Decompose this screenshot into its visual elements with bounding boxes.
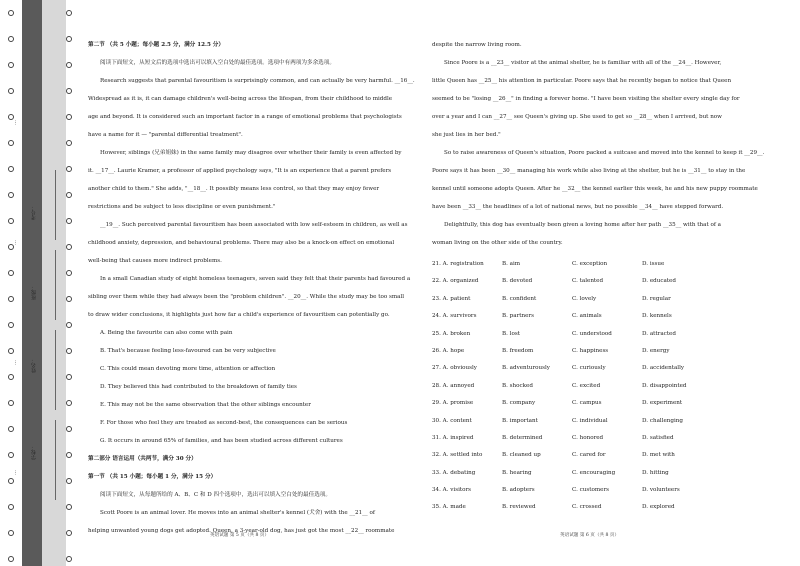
option-b: B. freedom [502, 347, 534, 354]
option-row [432, 430, 784, 447]
option-row [432, 326, 784, 343]
right-text-line: Delightfully, this dog has eventually been given a loving home after her path __35__ with that of a [444, 222, 722, 228]
option-a: 31. A. inspired [432, 434, 474, 441]
left-text-line: childhood anxiety, depression, and behavioural problems. There may also be a knock-on effect on emotional [88, 240, 395, 246]
left-text-line: helping unwanted young dogs get adopted. Queen, a 3-year-old dog, has just got the most __22__ roommate [88, 528, 395, 534]
left-text-line: B. That's because feeling less-favoured can be very subjective [100, 348, 276, 354]
class-label: 班级： [31, 285, 37, 300]
binding-dark-strip [22, 0, 42, 566]
page-footer-right: 英语试题 第 6 页（共 8 页） [560, 533, 620, 538]
option-row [432, 378, 784, 395]
cut-dot [8, 88, 14, 94]
right-text-line: despite the narrow living room. [432, 42, 522, 48]
option-d: D. issue [642, 261, 665, 267]
right-text-line: kennel until someone adopts Queen. After he __32__ the kennel earlier this week, he and his new puppy roommate [432, 186, 758, 192]
right-text-line: woman living on the other side of the country. [432, 240, 563, 246]
option-c: C. curiously [572, 365, 606, 372]
option-a: 29. A. promise [432, 400, 474, 407]
right-text-line: she just lies in her bed." [432, 132, 501, 138]
cut-dot [66, 374, 72, 380]
option-d: D. explored [642, 504, 675, 511]
exam-number-label: 考号： [31, 205, 37, 220]
cut-dot [66, 452, 72, 458]
option-d: D. disappointed [642, 382, 687, 389]
option-row [432, 413, 784, 430]
binding-margin [0, 0, 72, 566]
option-c: C. lovely [572, 295, 597, 302]
option-d: D. energy [642, 347, 670, 354]
option-d: D. educated [642, 278, 676, 285]
left-text-line: A. Being the favourite can also come with pain [100, 330, 233, 336]
option-b: B. aim [502, 261, 521, 267]
option-d: D. volunteers [642, 487, 680, 494]
option-row [432, 343, 784, 360]
cut-dot [8, 452, 14, 458]
margin-mark-3: … [12, 360, 18, 365]
cut-dot [8, 218, 14, 224]
option-d: D. challenging [642, 417, 683, 424]
cut-dot [8, 530, 14, 536]
option-c: C. exception [572, 261, 608, 267]
option-a: 33. A. debating [432, 469, 476, 476]
option-row [432, 360, 784, 377]
cut-dot [66, 36, 72, 42]
left-column [88, 36, 433, 540]
cut-dot [8, 166, 14, 172]
option-a: 24. A. survivors [432, 313, 477, 320]
option-b: B. adventurously [502, 365, 550, 372]
cut-dot [8, 270, 14, 276]
option-c: C. crossed [572, 504, 602, 511]
option-d: D. experiment [642, 400, 683, 407]
cut-dot [8, 62, 14, 68]
option-b: B. reviewed [502, 504, 536, 511]
binding-light-strip [42, 0, 66, 566]
cut-dot [8, 10, 14, 16]
option-row [432, 308, 784, 325]
cut-dot [8, 322, 14, 328]
left-text-line: well-being that causes more indirect problems. [88, 258, 222, 264]
school-line [55, 420, 56, 500]
cut-dot [66, 322, 72, 328]
cut-dot [8, 556, 14, 562]
option-b: B. determined [502, 434, 543, 441]
option-c: C. encouraging [572, 469, 616, 476]
left-text-line: In a small Canadian study of eight homeless teenagers, seven said they felt that their parents had favoured a [100, 276, 411, 282]
school-label: 学校： [31, 445, 37, 460]
option-row [432, 499, 784, 516]
option-c: C. cared for [572, 452, 606, 459]
option-a: 28. A. annoyed [432, 382, 475, 389]
left-text-line: 第一节 （共 15 小题；每小题 1 分，满分 15 分） [88, 474, 217, 480]
option-row [432, 482, 784, 499]
left-text-line: Research suggests that parental favouritism is surprisingly common, and can actually be very harmful. __16__. [100, 78, 415, 84]
option-d: D. satisfied [642, 434, 674, 441]
left-text-line: Scott Poore is an animal lover. He moves into an animal shelter's kennel (犬舍) with the __21__ of [100, 510, 375, 516]
option-row [432, 447, 784, 464]
left-text-line: it. __17__. Laurie Kramer, a professor of applied psychology says, "It is an experience that a parent prefers [88, 168, 392, 174]
cut-dot [8, 400, 14, 406]
option-c: C. honored [572, 434, 604, 441]
left-text-line: 阅读下面短文，从短文后的选项中选出可以填入空白处的最佳选项。选项中有两项为多余选项。 [100, 60, 335, 66]
left-text-line: sibling over them while they had always been the "problem children". __20__. While the study may be too small [88, 294, 405, 300]
right-text-line: little Queen has __25__ his attention in particular. Poore says that he recently began to notice that Queen [432, 78, 732, 84]
option-d: D. hitting [642, 469, 669, 476]
margin-mark-1: … [12, 120, 18, 125]
left-text-line: F. For those who feel they are treated as second-best, the consequences can be serious [100, 420, 348, 426]
option-a: 32. A. settled into [432, 452, 483, 459]
option-a: 26. A. hope [432, 347, 465, 354]
option-d: D. regular [642, 295, 671, 302]
left-text-line: __19__. Such perceived parental favouritism has been associated with low self-esteem in children, as well as [100, 222, 408, 228]
option-b: B. hearing [502, 469, 532, 476]
cut-dot [8, 374, 14, 380]
cut-dot [66, 140, 72, 146]
option-c: C. campus [572, 400, 602, 407]
left-text-line: D. They believed this had contributed to the breakdown of family ties [100, 384, 297, 390]
cut-dot [66, 166, 72, 172]
cut-dot [66, 62, 72, 68]
cut-dot [8, 348, 14, 354]
dotted-cut-line-right [66, 0, 72, 566]
right-text-line: Poore says it has been __30__ managing his work while also living at the shelter, but he is __31__ to stay in the [432, 168, 746, 174]
left-text-line: 阅读下面短文，从每题所给的 A、B、C 和 D 四个选项中，选出可以填入空白处的最佳选项。 [100, 492, 331, 498]
cut-dot [8, 36, 14, 42]
left-text-line: E. This may not be the same observation that the other siblings encounter [100, 402, 311, 408]
option-c: C. understood [572, 330, 612, 337]
cut-dot [66, 400, 72, 406]
right-text-line: seemed to be "losing __26__" in finding a forever home. "I have been visiting the shelter every single day for [432, 96, 740, 102]
option-a: 23. A. patient [432, 295, 471, 302]
option-row [432, 256, 784, 273]
name-label: 姓名： [31, 358, 37, 373]
option-c: C. animals [572, 313, 602, 320]
cut-dot [8, 192, 14, 198]
left-text-line: C. This could mean devoting more time, attention or affection [100, 366, 276, 372]
option-c: C. talented [572, 278, 604, 285]
option-b: B. cleaned up [502, 452, 541, 459]
left-text-line: However, siblings (兄弟姐妹) in the same family may disagree over whether their family is even affected by [100, 150, 402, 156]
left-text-line: Widespread as it is, it can damage children's well-being across the lifespan, from their childhood to middle [88, 96, 393, 102]
right-text-line: Since Poore is a __23__ visitor at the animal shelter, he is familiar with all of the __24__. However, [444, 60, 722, 66]
page-footer-left: 英语试题 第 5 页（共 8 页） [210, 533, 270, 538]
name-line [55, 330, 56, 410]
cut-dot [66, 192, 72, 198]
cut-dot [66, 426, 72, 432]
right-text-line: So to raise awareness of Queen's situation, Poore packed a suitcase and moved into the kennel to keep it __29__. [444, 150, 765, 156]
option-b: B. devoted [502, 278, 533, 285]
option-b: B. company [502, 400, 536, 407]
option-c: C. happiness [572, 347, 609, 354]
option-b: B. important [502, 417, 538, 424]
cut-dot [66, 556, 72, 562]
cut-dot [66, 504, 72, 510]
cut-dot [8, 296, 14, 302]
class-line [55, 250, 56, 320]
option-b: B. adopters [502, 487, 535, 494]
left-text-line: 第二节 （共 5 小题；每小题 2.5 分，满分 12.5 分） [88, 42, 224, 48]
cut-dot [66, 10, 72, 16]
margin-mark-4: … [12, 470, 18, 475]
cut-dot [66, 270, 72, 276]
option-a: 35. A. made [432, 504, 466, 511]
options-table [432, 256, 784, 517]
left-text-line: to draw wider conclusions, it highlights just how far a child's experience of favouritism can potentially go. [88, 312, 390, 318]
option-c: C. customers [572, 487, 610, 494]
margin-mark-2: … [12, 240, 18, 245]
cut-dot [8, 426, 14, 432]
option-d: D. attracted [642, 330, 676, 337]
option-a: 22. A. organized [432, 278, 479, 285]
option-b: B. shocked [502, 382, 533, 389]
option-b: B. partners [502, 313, 534, 320]
option-a: 25. A. broken [432, 330, 471, 337]
option-c: C. excited [572, 382, 601, 389]
left-text-line: restrictions and be subject to less discipline or even punishment." [88, 204, 276, 210]
option-d: D. accidentally [642, 365, 685, 372]
option-c: C. individual [572, 417, 608, 424]
cut-dot [8, 478, 14, 484]
cut-dot [66, 114, 72, 120]
exam-number-line [55, 170, 56, 240]
option-b: B. lost [502, 330, 520, 337]
cut-dot [66, 296, 72, 302]
left-text-line: G. It occurs in around 65% of families, and has been studied across different cultures [100, 438, 343, 444]
right-column [432, 36, 784, 517]
option-row [432, 395, 784, 412]
option-d: D. kennels [642, 313, 672, 320]
cut-dot [66, 218, 72, 224]
option-a: 21. A. registration [432, 261, 484, 267]
option-a: 30. A. content [432, 417, 472, 424]
cut-dot [66, 348, 72, 354]
option-a: 34. A. visitors [432, 487, 472, 494]
option-row [432, 291, 784, 308]
cut-dot [8, 140, 14, 146]
dotted-cut-line-left [8, 0, 14, 566]
option-d: D. met with [642, 452, 675, 459]
right-text-line: have been __33__ the headlines of a lot of national news, but no possible __34__ have stepped forward. [432, 204, 724, 210]
left-text-line: another child to them." She adds, "__18__. It possibly means less control, so that they may enjoy fewer [88, 186, 380, 192]
option-row [432, 273, 784, 290]
option-a: 27. A. obviously [432, 365, 477, 372]
cut-dot [66, 244, 72, 250]
cut-dot [8, 504, 14, 510]
cut-dot [66, 88, 72, 94]
left-text-line: age and beyond. It is considered such an important factor in a range of emotional problems that psychologists [88, 114, 402, 120]
option-row [432, 465, 784, 482]
right-text-line: over a year and I can __27__ see Queen's giving up. She used to get so __28__ when I arrived, but now [432, 114, 722, 120]
left-text-line: have a name for it — "parental differential treatment". [88, 132, 243, 138]
cut-dot [66, 530, 72, 536]
option-b: B. confident [502, 295, 537, 302]
cut-dot [66, 478, 72, 484]
left-text-line: 第二部分 语言运用（共两节，满分 30 分） [88, 456, 197, 462]
